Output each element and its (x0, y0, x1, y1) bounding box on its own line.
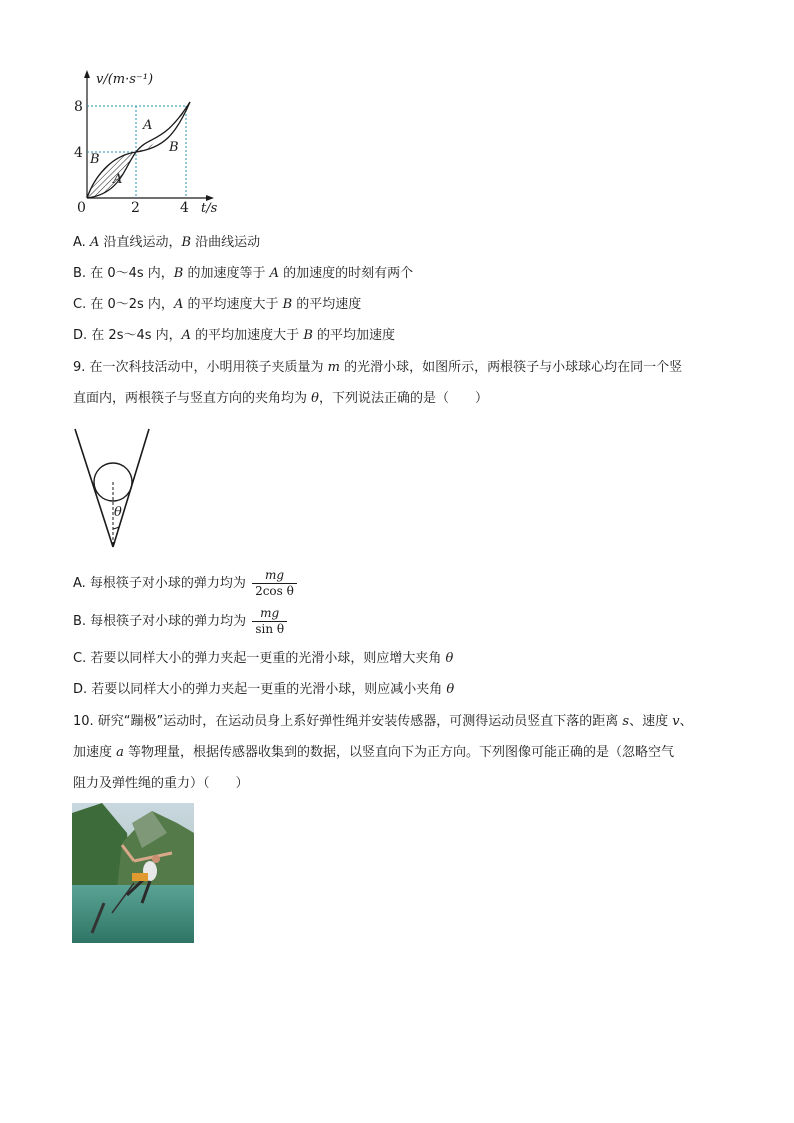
q9-option-a: A. 每根筷子对小球的弹力均为 $\frac{mg}{\text{2cos θ}}$ (73, 567, 297, 601)
label-B-lower: B (90, 152, 100, 167)
q9-option-d: D. 若要以同样大小的弹力夹起一更重的光滑小球，则应减小夹角 θ (73, 682, 455, 697)
label-A-lower: A (113, 172, 123, 187)
q9-stem-line2: 直面内，两根筷子与竖直方向的夹角均为 θ，下列说法正确的是（ ） (73, 391, 488, 406)
q8-option-c: C. 在 0～2s 内，A 的平均速度大于 B 的平均速度 (73, 297, 362, 312)
q10-stem-line1: 10. 研究“蹦极”运动时，在运动员身上系好弹性绳并安装传感器，可测得运动员竖直下落的距离 s、速度 v、 (73, 714, 693, 729)
tick-x-2: 2 (131, 200, 140, 216)
axis-x-label: t/s (201, 201, 218, 216)
tick-origin: 0 (77, 200, 86, 216)
q10-stem-line3: 阻力及弹性绳的重力）（ ） (73, 776, 249, 791)
bungee-photo-art (72, 803, 194, 943)
chopstick-left (75, 429, 113, 547)
y-axis-arrow (84, 70, 90, 78)
tick-y-4: 4 (74, 145, 83, 161)
bungee-photo (72, 803, 194, 943)
q9-option-c: C. 若要以同样大小的弹力夹起一更重的光滑小球，则应增大夹角 θ (73, 651, 454, 666)
label-A-upper: A (143, 118, 153, 133)
tick-x-4: 4 (180, 200, 189, 216)
figure-theta-label: θ (114, 505, 122, 520)
q9-option-b: B. 每根筷子对小球的弹力均为 $\frac{mg}{\text{sin θ}}$ (73, 605, 287, 639)
q10-stem-line2: 加速度 a 等物理量，根据传感器收集到的数据，以竖直向下为正方向。下列图像可能正确的是（忽略空气 (73, 745, 675, 760)
label-B-upper: B (169, 140, 179, 155)
tick-y-8: 8 (74, 99, 83, 115)
chopsticks-figure (68, 426, 158, 550)
vt-graph (70, 68, 230, 220)
fraction-a: $\frac{mg}{\text{2cos θ}}$ (252, 568, 297, 599)
q8-option-b: B. 在 0～4s 内，B 的加速度等于 A 的加速度的时刻有两个 (73, 266, 414, 281)
axis-y-label: v/(m·s⁻¹) (96, 72, 154, 87)
q9-stem-line1: 9. 在一次科技活动中，小明用筷子夹质量为 m 的光滑小球，如图所示，两根筷子与小球球心均在同一个竖 (73, 360, 683, 375)
lake (72, 885, 194, 943)
q8-option-a: A. A 沿直线运动，B 沿曲线运动 (73, 235, 261, 250)
q8-option-d: D. 在 2s～4s 内，A 的平均加速度大于 B 的平均加速度 (73, 328, 396, 343)
fraction-b: $\frac{mg}{\text{sin θ}}$ (252, 606, 287, 637)
